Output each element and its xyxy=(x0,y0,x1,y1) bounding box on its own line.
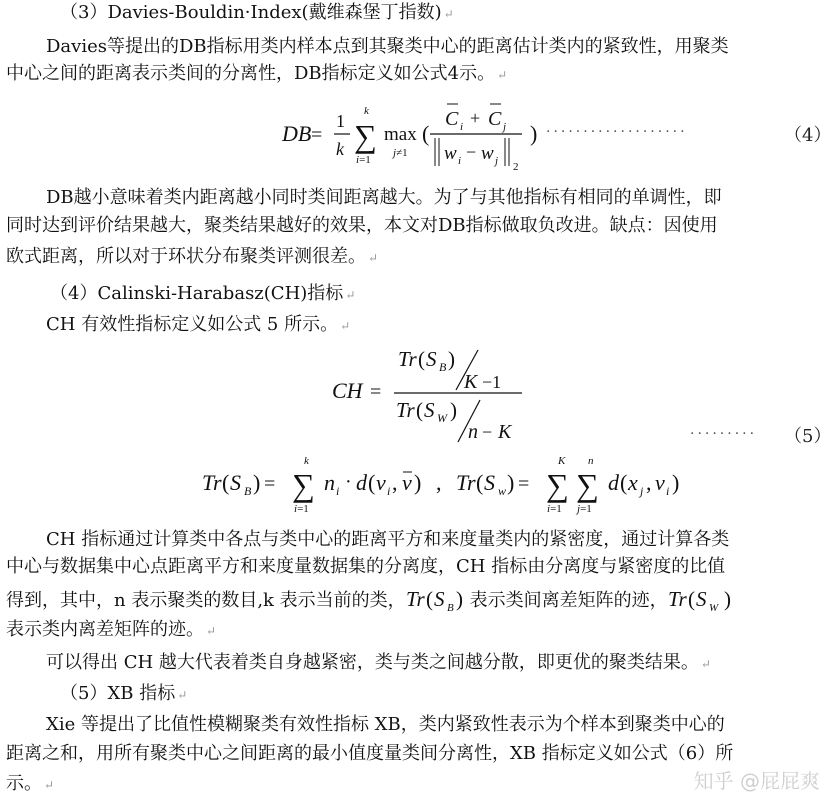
svg-text:k: k xyxy=(304,455,309,467)
svg-text:S: S xyxy=(484,470,495,495)
svg-text:=: = xyxy=(370,381,382,403)
svg-text:k: k xyxy=(336,139,344,159)
paragraph-ch-desc-2: 中心与数据集中心点距离平方和来度量数据集的分离度，CH 指标由分离度与紧密度的比值 xyxy=(6,556,726,577)
svg-text:B: B xyxy=(446,602,454,612)
formula-ch xyxy=(330,340,540,446)
inline-formula-tr-sb xyxy=(406,586,470,612)
svg-text:j: j xyxy=(503,121,507,133)
svg-text:C: C xyxy=(445,108,459,130)
svg-text:i: i xyxy=(336,484,340,498)
equation-leader-dots: ········· xyxy=(690,426,758,442)
svg-text:Tr: Tr xyxy=(396,398,415,422)
svg-text:2: 2 xyxy=(513,161,519,173)
heading-xb-index: （5）XB 指标 ↵ xyxy=(60,683,188,704)
svg-text:−: − xyxy=(466,142,477,162)
svg-text:Tr: Tr xyxy=(667,587,687,611)
paragraph-ch-desc-1: CH 指标通过计算类中各点与类中心的距离平方和来度量类内的紧密度，通过计算各类 xyxy=(46,529,730,550)
paragraph-ch-desc-3: 得到，其中，n 表示聚类的数目,k 表示当前的类， Tr ( S B ) 表示类间离差矩阵的迹， Tr ( S W ) xyxy=(6,586,736,612)
svg-text:i=1: i=1 xyxy=(547,503,562,515)
svg-text:=: = xyxy=(311,124,323,146)
paragraph-db-desc-3: 欧式距离，所以对于环状分布聚类评测很差。 ↵ xyxy=(6,246,379,267)
svg-text:Tr: Tr xyxy=(202,470,222,495)
svg-text:v: v xyxy=(655,470,665,495)
svg-text:d: d xyxy=(608,470,619,495)
heading-db-index: （3）Davies-Bouldin·Index(戴维森堡丁指数) ↵ xyxy=(60,2,454,23)
svg-text:S: S xyxy=(426,347,437,371)
inline-formula-tr-sw xyxy=(668,586,736,612)
svg-text:∑: ∑ xyxy=(292,467,315,503)
svg-text:i=1: i=1 xyxy=(294,503,309,515)
svg-text:Tr: Tr xyxy=(456,470,476,495)
svg-text:Tr: Tr xyxy=(405,587,425,611)
svg-text:−: − xyxy=(482,422,493,442)
svg-text:K: K xyxy=(464,371,478,393)
svg-text:K: K xyxy=(498,421,512,443)
svg-text:i: i xyxy=(460,121,464,133)
svg-text:j≠1: j≠1 xyxy=(393,147,408,159)
paragraph-db-desc-1: DB越小意味着类内距离越小同时类间距离越大。为了与其他指标有相同的单调性，即 xyxy=(46,187,722,208)
svg-text:(: ( xyxy=(620,470,628,495)
svg-text:B: B xyxy=(439,360,447,374)
svg-text:max: max xyxy=(384,124,417,145)
svg-text:1: 1 xyxy=(336,111,345,131)
svg-text:i: i xyxy=(458,155,462,167)
svg-text:∑: ∑ xyxy=(546,467,569,503)
svg-text:,: , xyxy=(436,470,442,495)
svg-text:(: ( xyxy=(222,470,230,495)
svg-text:j: j xyxy=(495,155,499,167)
equation-leader-dots: ··················· xyxy=(546,124,688,140)
svg-text:(: ( xyxy=(416,398,423,422)
svg-text:(: ( xyxy=(422,121,430,146)
paragraph-xb-desc-3: 示。 ↵ xyxy=(6,773,55,794)
svg-text:CH: CH xyxy=(332,378,363,403)
svg-text:·: · xyxy=(345,471,352,493)
svg-text:=: = xyxy=(264,473,276,495)
svg-text:i: i xyxy=(666,484,670,498)
svg-text:n: n xyxy=(588,455,594,467)
svg-text:k: k xyxy=(364,105,369,117)
svg-text:∑: ∑ xyxy=(354,118,377,154)
equation-number-4: （4） xyxy=(784,125,832,146)
svg-text:S: S xyxy=(695,587,707,611)
svg-text:d: d xyxy=(356,470,367,495)
svg-text:,: , xyxy=(392,470,398,495)
paragraph-db-intro-1: Davies等提出的DB指标用类内样本点到其聚类中心的距离估计类内的紧致性，用聚类 xyxy=(46,36,729,57)
svg-text:v: v xyxy=(402,470,412,495)
svg-text:B: B xyxy=(244,484,252,498)
svg-text:W: W xyxy=(437,411,447,425)
svg-text:S: S xyxy=(424,398,435,422)
svg-text:(: ( xyxy=(476,470,484,495)
svg-text:): ) xyxy=(448,347,455,371)
svg-text:): ) xyxy=(530,121,538,146)
svg-text:): ) xyxy=(507,470,515,495)
svg-text:): ) xyxy=(455,587,463,611)
watermark: 知乎 @屁屁爽 xyxy=(693,769,820,793)
svg-text:Tr: Tr xyxy=(398,347,417,371)
svg-text:∑: ∑ xyxy=(576,467,599,503)
paragraph-xb-desc-1: Xie 等提出了比值性模糊聚类有效性指标 XB，类内紧致性表示为个样本到聚类中心的 xyxy=(46,714,725,735)
svg-text:x: x xyxy=(628,470,638,495)
svg-text:i: i xyxy=(387,484,391,498)
svg-text:S: S xyxy=(230,470,241,495)
svg-text:): ) xyxy=(450,398,457,422)
svg-text:v: v xyxy=(376,470,386,495)
svg-text:): ) xyxy=(672,470,680,495)
svg-text:S: S xyxy=(433,587,445,611)
svg-text:n: n xyxy=(324,470,335,495)
svg-text:w: w xyxy=(444,143,457,164)
formula-trace-definitions xyxy=(200,450,700,520)
svg-text:j=1: j=1 xyxy=(577,503,592,515)
svg-text:(: ( xyxy=(418,347,425,371)
formula-db xyxy=(280,100,560,176)
svg-text:W: W xyxy=(708,602,718,612)
svg-text:(: ( xyxy=(687,587,695,611)
paragraph-db-intro-2: 中心之间的距离表示类间的分离性，DB指标定义如公式4示。 ↵ xyxy=(6,63,508,84)
svg-text:=: = xyxy=(518,473,530,495)
svg-text:DB: DB xyxy=(282,121,312,146)
svg-text:i=1: i=1 xyxy=(356,154,371,166)
paragraph-ch-intro: CH 有效性指标定义如公式 5 所示。 ↵ xyxy=(46,314,351,335)
svg-text:(: ( xyxy=(425,587,433,611)
svg-text:w: w xyxy=(481,143,494,164)
svg-text:): ) xyxy=(723,587,731,611)
svg-text:): ) xyxy=(253,470,261,495)
svg-text:C: C xyxy=(488,108,502,130)
svg-text:(: ( xyxy=(368,470,376,495)
svg-text:−1: −1 xyxy=(482,372,502,392)
svg-text:j: j xyxy=(640,484,644,498)
paragraph-ch-conclusion: 可以得出 CH 越大代表着类自身越紧密，类与类之间越分散，即更优的聚类结果。 ↵ xyxy=(46,652,711,673)
paragraph-ch-desc-4: 表示类内离差矩阵的迹。 ↵ xyxy=(6,619,217,640)
svg-text:n: n xyxy=(468,421,478,443)
svg-text:+: + xyxy=(470,108,481,128)
svg-text:): ) xyxy=(414,470,422,495)
svg-text:w: w xyxy=(498,484,507,498)
paragraph-xb-desc-2: 距离之和，用所有聚类中心之间距离的最小值度量类间分离性，XB 指标定义如公式（6）所 xyxy=(6,743,734,764)
heading-ch-index: （4）Calinski-Harabasz(CH)指标 ↵ xyxy=(50,283,356,304)
svg-text:,: , xyxy=(646,470,652,495)
svg-text:K: K xyxy=(558,455,566,467)
equation-number-5: （5） xyxy=(784,426,832,447)
paragraph-db-desc-2: 同时达到评价结果越大，聚类结果越好的效果，本文对DB指标做取负改进。缺点：因使用 xyxy=(6,215,718,236)
